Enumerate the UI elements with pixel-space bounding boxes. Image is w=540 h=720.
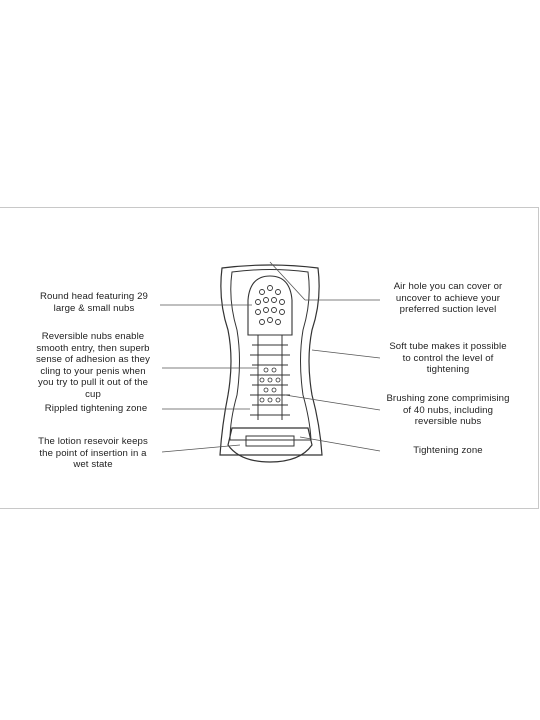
lotion-reservoir (246, 436, 294, 446)
rippled-ribs (250, 345, 290, 415)
label-round-head: Round head featuring 29 large & small nubs (40, 291, 148, 314)
head-nubs (256, 286, 285, 325)
central-channel (258, 335, 282, 420)
label-air-hole: Air hole you can cover or uncover to achieve your preferred suction level (393, 281, 503, 315)
label-rippled-zone: Rippled tightening zone (44, 403, 148, 414)
round-head-shape (248, 276, 292, 335)
label-soft-tube: Soft tube makes it possible to control the level of tightening (389, 341, 507, 375)
cup-base (228, 428, 312, 462)
label-tightening-zone: Tightening zone (413, 445, 483, 456)
label-lotion-reservoir: The lotion resevoir keeps the point of insertion in a wet state (38, 436, 148, 470)
label-brushing-zone: Brushing zone comprimising of 40 nubs, including reversible nubs (386, 393, 510, 427)
cup-outer-shell (220, 265, 322, 455)
label-reversible-nubs: Reversible nubs enable smooth entry, then superb sense of adhesion as they cling to your penis when you try to pull it out of the cup (36, 331, 150, 400)
